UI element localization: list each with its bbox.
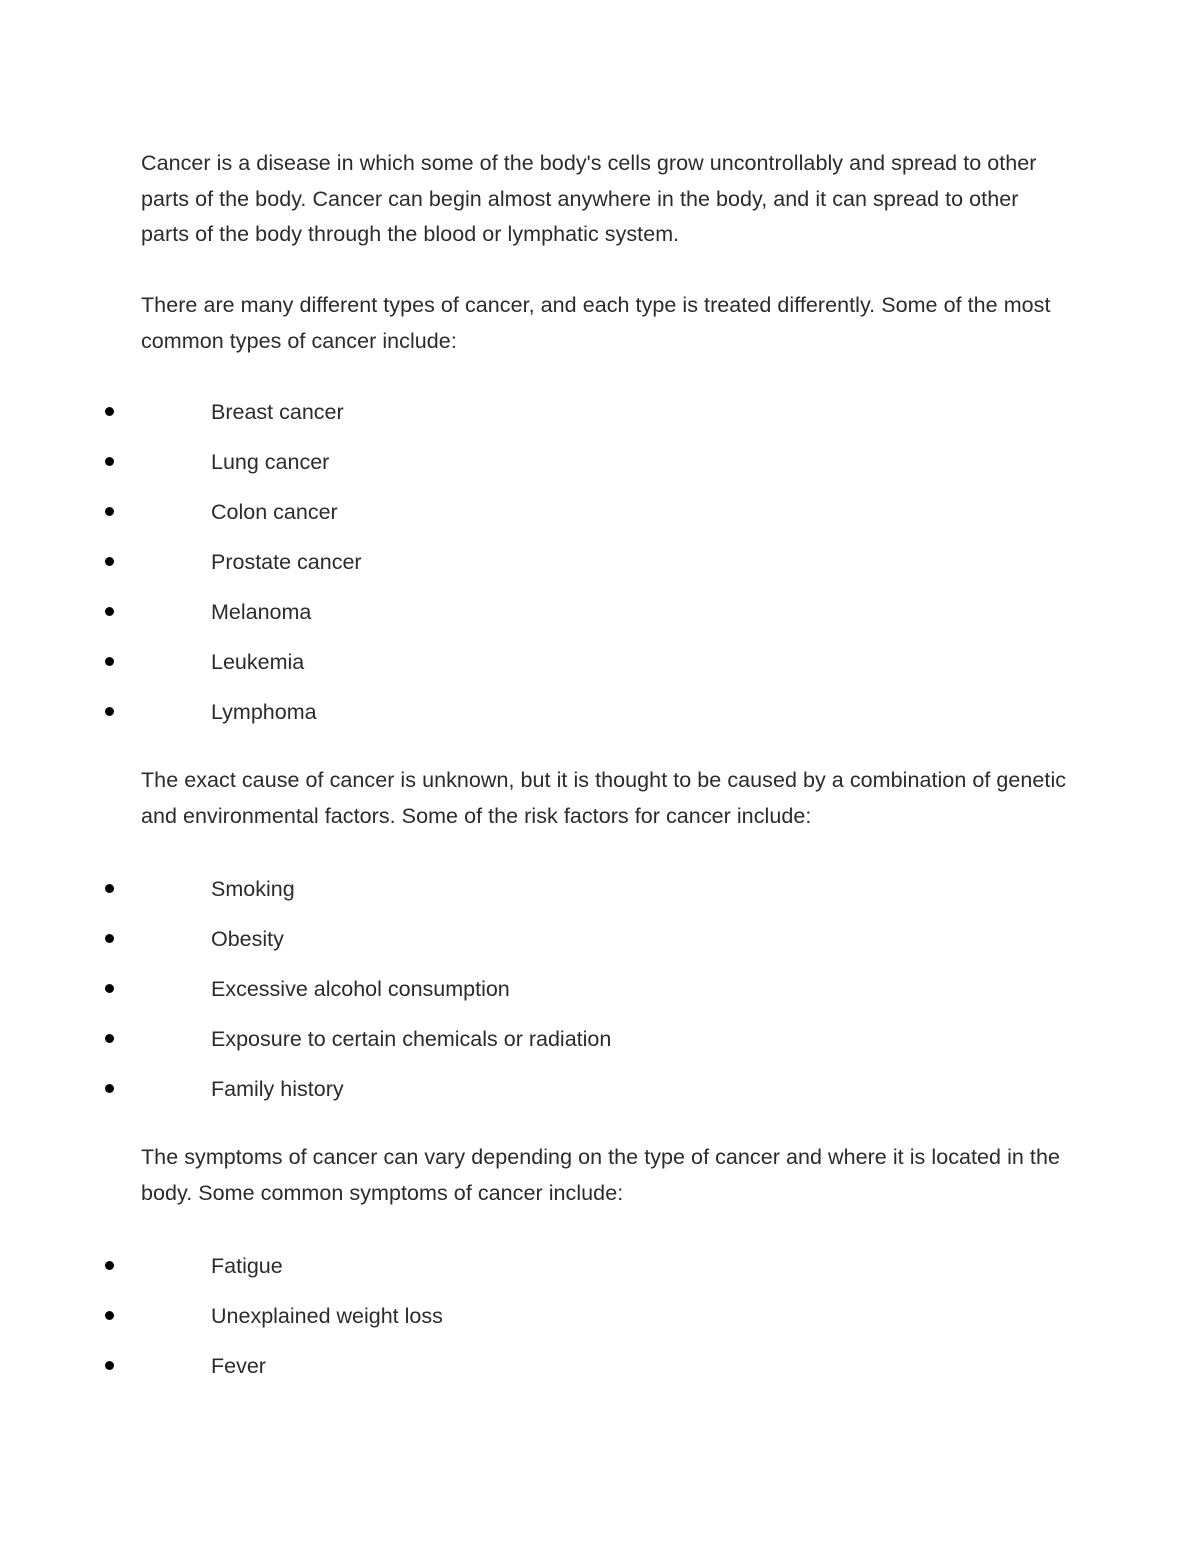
list-item-label: Smoking [211, 877, 295, 901]
bullet-icon [105, 1361, 114, 1370]
list-item-label: Lung cancer [211, 450, 330, 474]
symptoms-paragraph: The symptoms of cancer can vary depending on the type of cancer and where it is located in the body. Some common symptoms of cancer include: [141, 1145, 1060, 1205]
bullet-icon [105, 457, 114, 466]
bullet-icon [105, 407, 114, 416]
list-item-label: Obesity [211, 927, 284, 951]
list-item-label: Excessive alcohol consumption [211, 977, 510, 1001]
bullet-icon [105, 507, 114, 516]
bullet-icon [105, 934, 114, 943]
list-item-label: Leukemia [211, 650, 305, 674]
bullet-icon [105, 884, 114, 893]
list-item-label: Lymphoma [211, 700, 317, 724]
bullet-icon [105, 607, 114, 616]
list-item-label: Unexplained weight loss [211, 1304, 443, 1328]
bullet-icon [105, 1311, 114, 1320]
list-item-label: Fatigue [211, 1254, 283, 1278]
list-item-label: Prostate cancer [211, 550, 362, 574]
bullet-icon [105, 1034, 114, 1043]
list-item-label: Melanoma [211, 600, 312, 624]
list-item-label: Colon cancer [211, 500, 338, 524]
bullet-icon [105, 984, 114, 993]
types-intro-paragraph: There are many different types of cancer, and each type is treated differently. Some of the most common types of cancer include: [141, 293, 1051, 353]
bullet-icon [105, 1084, 114, 1093]
list-item-label: Breast cancer [211, 400, 344, 424]
bullet-icon [105, 1261, 114, 1270]
bullet-icon [105, 557, 114, 566]
bullet-icon [105, 707, 114, 716]
bullet-icon [105, 657, 114, 666]
list-item-label: Exposure to certain chemicals or radiation [211, 1027, 612, 1051]
causes-paragraph: The exact cause of cancer is unknown, but it is thought to be caused by a combination of genetic and environmental factors. Some of the risk factors for cancer include: [141, 768, 1067, 828]
list-item-label: Fever [211, 1354, 266, 1378]
intro-paragraph: Cancer is a disease in which some of the body's cells grow uncontrollably and spread to other parts of the body. Cancer can begin almost anywhere in the body, and it can spread to other parts of the body through the blood or lymphatic system. [141, 151, 1037, 246]
list-item-label: Family history [211, 1077, 344, 1101]
